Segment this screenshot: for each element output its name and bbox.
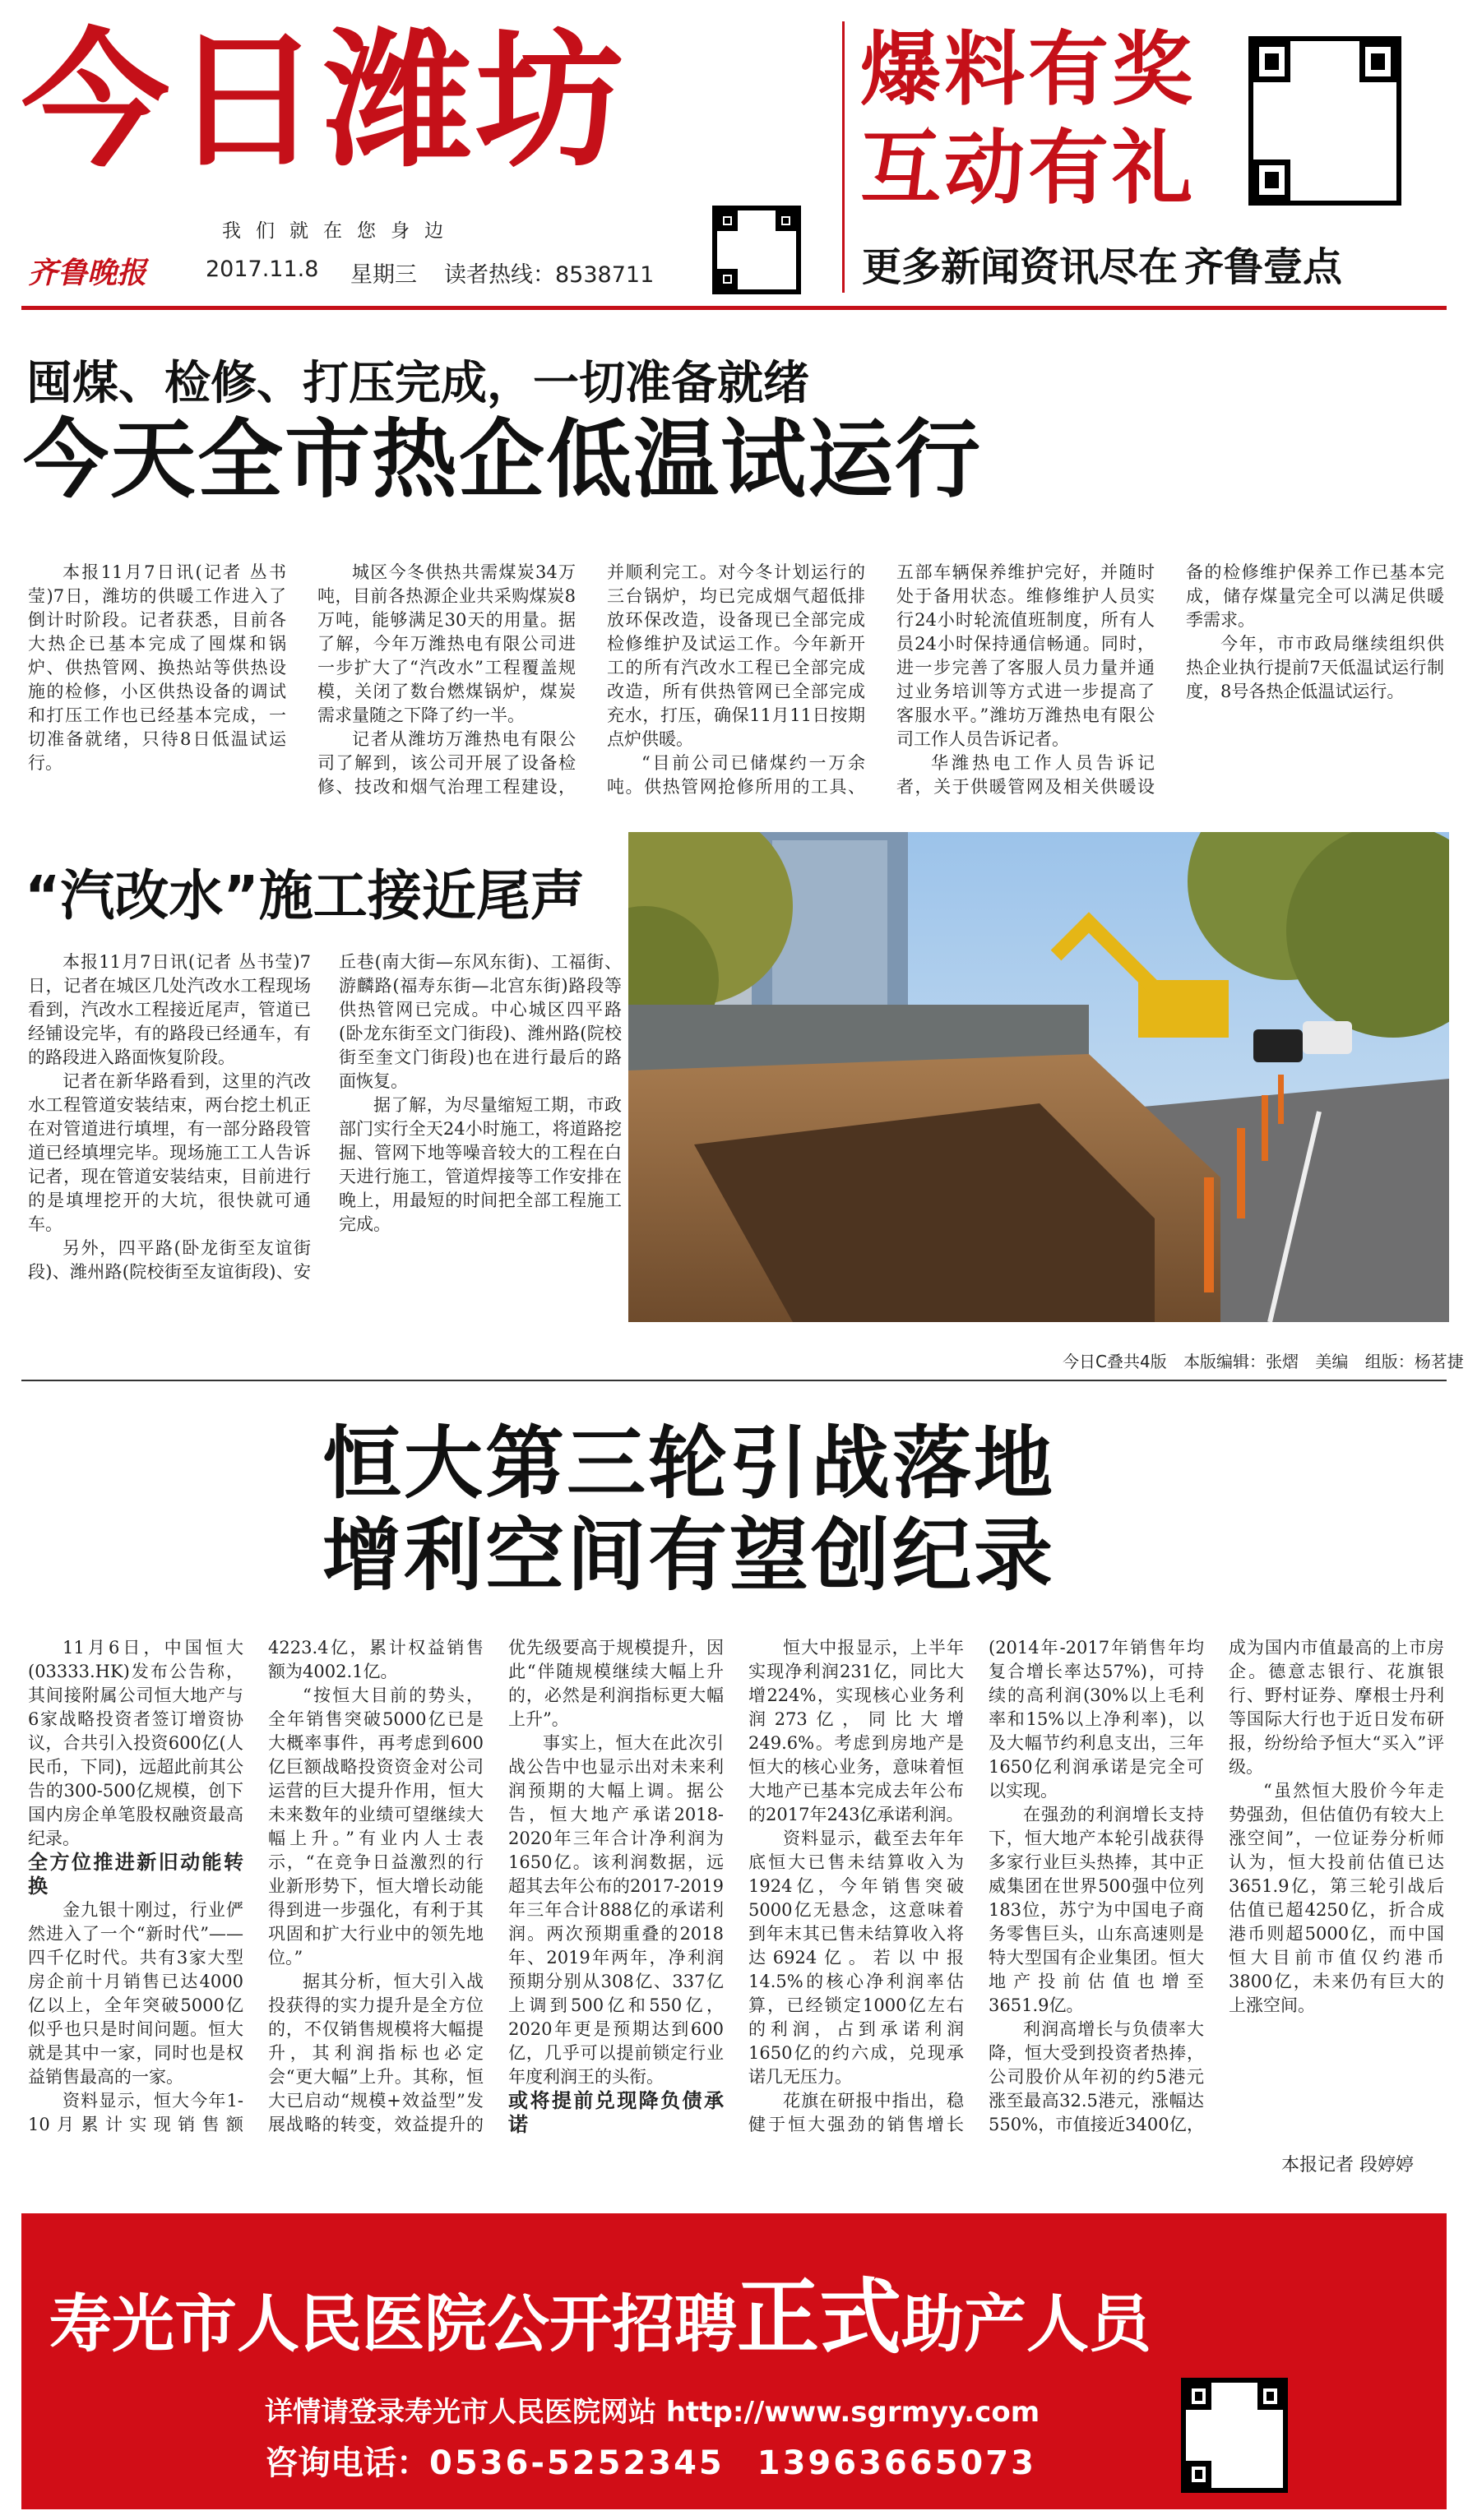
ad-headline-c: 助产人员 <box>901 2287 1151 2360</box>
story1-paragraph: 今年，市市政局继续组织供热企业执行提前7天低温试运行制度，8号各热企低温试运行。 <box>1186 634 1444 701</box>
masthead-vertical-rule <box>842 21 845 293</box>
page-editor: 本版编辑：张熠 <box>1183 1352 1299 1371</box>
reader-hotline: 读者热线：8538711 <box>444 262 655 288</box>
issue-weekday: 星期三 <box>350 262 417 288</box>
masthead <box>0 0 1468 312</box>
story1-paragraph: 城区今冬供热共需煤炭34万吨，目前各热源企业共采购煤炭8万吨，能够满足30天的用量。据了解，今年万潍热电有限公司进一步扩大了“汽改水”工程覆盖规模，关闭了数台燃煤锅炉，煤炭需求量随之下降了约一半。 <box>317 562 576 725</box>
ad-headline-b: 正式 <box>737 2269 901 2365</box>
story1-paragraph: 记者从潍坊万潍热电有限公司了解到，该公司开展了设备检修、技改和烟气治理工程建设，并顺利完工。对今冬计划运行的三台锅炉，均已完成烟气超低排放环保改造，设备现已全部完成检修维护及试运工作。今年新开工的所有汽改水工程已全部完成改造，所有供热管网已全部完成充水，打压，确保11月11日按期点炉供暖。 <box>317 562 865 797</box>
story2-paragraph: 本报11月7日讯(记者 丛书莹)7日，记者在城区几处汽改水工程现场看到，汽改水工程接近尾声，管道已经铺设完毕，有的路段已经通车，有的路段进入路面恢复阶段。 <box>28 952 311 1067</box>
story3-paragraph: “虽然恒大股价今年走势强劲，但估值仍有较大上涨空间”，一位证券分析师认为，恒大投前估值已达3651.9亿，第三轮引战后估值已超4250亿，折合成港币则超5000亿，而中国恒大目前市值仅约港币3800亿，未来仍有巨大的上涨空间。 <box>1229 1781 1444 2015</box>
promo-more-news <box>862 235 1342 292</box>
promo-more-news-text: 更多新闻资讯尽在 <box>862 244 1179 290</box>
paper-logo: 齐鲁晚报 <box>28 256 147 290</box>
story3-paragraph: 利润高增长与负债率大降，恒大受到投资者热捧，公司股价从年初的约5港元涨至最高32.5港元，涨幅达550%，市值接近3400亿，成为国内市值最高的上市房企。德意志银行、花旗银行、野村证券、摩根士丹利等国际大行也于近日发布研报，纷纷给予恒大“买入”评级。 <box>989 1638 1444 2134</box>
story3-paragraph: 金九银十刚过，行业俨然进入了一个“新时代”——四千亿时代。共有3家大型房企前十月销售已达4000亿以上，全年突破5000亿似乎也只是时间问题。恒大就是其中一家，同时也是权益销售最高的一家。 <box>28 1900 243 2087</box>
masthead-slogan: 我们就在您身边 <box>222 220 458 242</box>
story2-paragraph: 据了解，为尽量缩短工期，市政部门实行全天24小时施工，将道路挖掘、管网下地等噪音较大的工程在白天进行施工，管道焊接等工作安排在晚上，用最短的时间把全部工程施工完成。 <box>339 1095 622 1234</box>
ad-headline <box>49 2251 1151 2370</box>
page-designer: 美编 <box>1315 1352 1349 1371</box>
story3-body <box>28 1636 1444 2179</box>
story2-body <box>28 950 622 1353</box>
story3-paragraph: 在强劲的利润增长支持下，恒大地产本轮引战获得多家行业巨头热捧，其中正威集团在世界500强中位列183位，苏宁为中国电子商务零售巨头，山东高速则是特大型国有企业集团。恒大地产投前估值也增至3651.9亿。 <box>989 1805 1204 2015</box>
ad-detail: 详情请登录寿光市人民医院网站 http://www.sgrmyy.com <box>265 2396 1040 2429</box>
story3-paragraph: 事实上，恒大在此次引战公告中也显示出对未来利润预期的大幅上调。据公告，恒大地产承诺2018-2020年三年合计净利润为1650亿。该利润数据，远超其去年公布的2017-2019年三年合计888亿的承诺利润。两次预期重叠的2018年、2019年两年，净利润预期分别从308亿、337亿上调到500亿和550亿，2020年更是预期达到600亿，几乎可以提前锁定行业年度利润王的头衔。 <box>508 1733 724 2087</box>
story3-paragraph: 据其分析，恒大引入战投获得的实力提升是全方位的，不仅销售规模将大幅提升，其利润指标也必定会“更大幅”上升。其称，恒大已启动“规模+效益型”发展战略的转变，效益提升的优先级要高于规模提升，因此“伴随规模继续大幅上升的，必然是利润指标更大幅上升”。 <box>268 1638 724 2134</box>
story1-paragraph: “目前公司已储煤约一万余吨。供热管网抢修所用的工具、五部车辆保养维护完好，并随时处于备用状态。维修维护人员实行24小时轮流值班制度，所有人员24小时保持通信畅通。同时，进一步完善了客服人员力量并通过业务培训等方式进一步提高了客服水平。”潍坊万潍热电有限公司工作人员告诉记者。 <box>607 562 1155 797</box>
story2-paragraph: 另外，四平路(卧龙街至友谊街段)、潍州路(院校街至友谊街段)、安丘巷(南大街—东风东街)、工福街、游麟路(福寿东街—北宫东街)路段等供热管网已完成。中心城区四平路(卧龙东街至文门街段)、潍州路(院校街至奎文门街段)也在进行最后的路面恢复。 <box>28 952 622 1282</box>
story3-paragraph: “按恒大目前的势头，全年销售突破5000亿已是大概率事件，再考虑到600亿巨额战略投资资金对公司运营的巨大提升作用，恒大未来数年的业绩可望继续大幅上升。”有业内人士表示，“在竞争日益激烈的行业新形势下，恒大增长动能得到进一步强化，有利于其巩固和扩大行业中的领先地位。” <box>268 1685 484 1967</box>
story3-paragraph: 花旗在研报中指出，稳健于恒大强劲的销售增长(2014年-2017年销售年均复合增长率达57%)，可持续的高利润(30%以上毛利率和15%以上净利率)，以及大幅节约利息支出，三年1650亿利润承诺是完全可以实现。 <box>748 1638 1204 2134</box>
masthead-bottom-rule <box>21 306 1447 310</box>
story3-headline-1: 恒大第三轮引战落地 <box>322 1417 1055 1510</box>
ad-phone <box>265 2437 1036 2484</box>
ad-headline-a: 寿光市人民医院公开招聘 <box>49 2287 737 2360</box>
ad-phone-label: 咨询电话： <box>265 2444 429 2482</box>
story1-paragraph: 本报11月7日讯(记者 丛书莹)7日，潍坊的供暖工作进入了倒计时阶段。记者获悉，目前各大热企已基本完成了囤煤和锅炉、供热管网、换热站等供热设施的检修，小区供热设备的调试和打压工作也已经基本完成，一切准备就绪，只待8日低温试运行。 <box>28 562 286 773</box>
story2-headline: “汽改水”施工接近尾声 <box>25 864 585 927</box>
promo-gift: 互动有礼 <box>860 122 1197 215</box>
story3-subhead-1: 全方位推进新旧动能转换 <box>28 1851 243 1898</box>
story3-byline: 本报记者 段婷婷 <box>1273 2151 1414 2176</box>
story1-body <box>28 561 1444 807</box>
hospital-recruitment-ad <box>21 2213 1447 2509</box>
story3-paragraph: 资料显示，恒大今年1-10月累计实现销售额4223.4亿，累计权益销售额为4002.1亿。 <box>28 1638 484 2134</box>
story3-paragraph: 11月6日，中国恒大(03333.HK)发布公告称，其间接附属公司恒大地产与6家战略投资者签订增资协议，合共引入投资600亿(人民币，下同)，远超此前其公告的300-500亿规模，创下国内房企单笔股权融资最高纪录。 <box>28 1638 243 1848</box>
story3-paragraph: 资料显示，截至去年年底恒大已售未结算收入为1924亿，今年销售突破5000亿无悬念，这意味着到年末其已售未结算收入将达6924亿。若以中报14.5%的核心净利润率估算，已经锁定1000亿左右的利润，占到承诺利润1650亿的约六成，兑现承诺几无压力。 <box>748 1829 964 2087</box>
construction-photo <box>628 832 1449 1322</box>
story1-paragraph: 华潍热电工作人员告诉记者，关于供暖管网及相关供暖设备的检修维护保养工作已基本完成，储存煤量完全可以满足供暖季需求。 <box>896 562 1444 797</box>
story3-subhead-2: 或将提前兑现降负债承诺 <box>508 2089 724 2136</box>
page-proof: 组版：杨茗捷 <box>1364 1352 1464 1371</box>
story2-paragraph: 记者在新华路看到，这里的汽改水工程管道安装结束，两台挖土机正在对管道进行填埋，有一部分路段管道已经填埋完毕。现场施工工人告诉记者，现在管道安装结束，目前进行的是填埋挖开的大坑，很快就可通车。 <box>28 1071 311 1234</box>
story3-paragraph: 恒大中报显示，上半年实现净利润231亿，同比大增224%，实现核心业务利润273亿，同比大增249.6%。考虑到房地产是恒大的核心业务，意味着恒大地产已基本完成去年公布的2017年243亿承诺利润。 <box>748 1638 964 1824</box>
promo-reward: 爆料有奖 <box>860 23 1197 117</box>
photo-car <box>1253 1029 1303 1062</box>
story1-kicker: 囤煤、检修、打压完成，一切准备就绪 <box>26 357 809 410</box>
photo-car-2 <box>1303 1021 1352 1054</box>
ad-phone-1: 0536-5252345 <box>429 2444 725 2482</box>
page-count: 今日C叠共4版 <box>1063 1352 1167 1371</box>
story1-headline: 今天全市热企低温试运行 <box>23 409 983 510</box>
ad-qr-code-icon <box>1181 2378 1288 2493</box>
story3-headline-2: 增利空间有望创纪录 <box>322 1510 1055 1602</box>
issue-date: 2017.11.8 <box>206 257 319 282</box>
page-footer-info <box>1063 1348 1464 1372</box>
ad-phone-2: 13963665073 <box>757 2444 1036 2482</box>
promo-brand: 齐鲁壹点 <box>1184 244 1343 290</box>
qr-code-icon <box>712 206 801 294</box>
section-rule <box>21 1380 1447 1381</box>
masthead-title: 今日潍坊 <box>21 16 627 187</box>
promo-qr-code-icon <box>1248 36 1401 206</box>
